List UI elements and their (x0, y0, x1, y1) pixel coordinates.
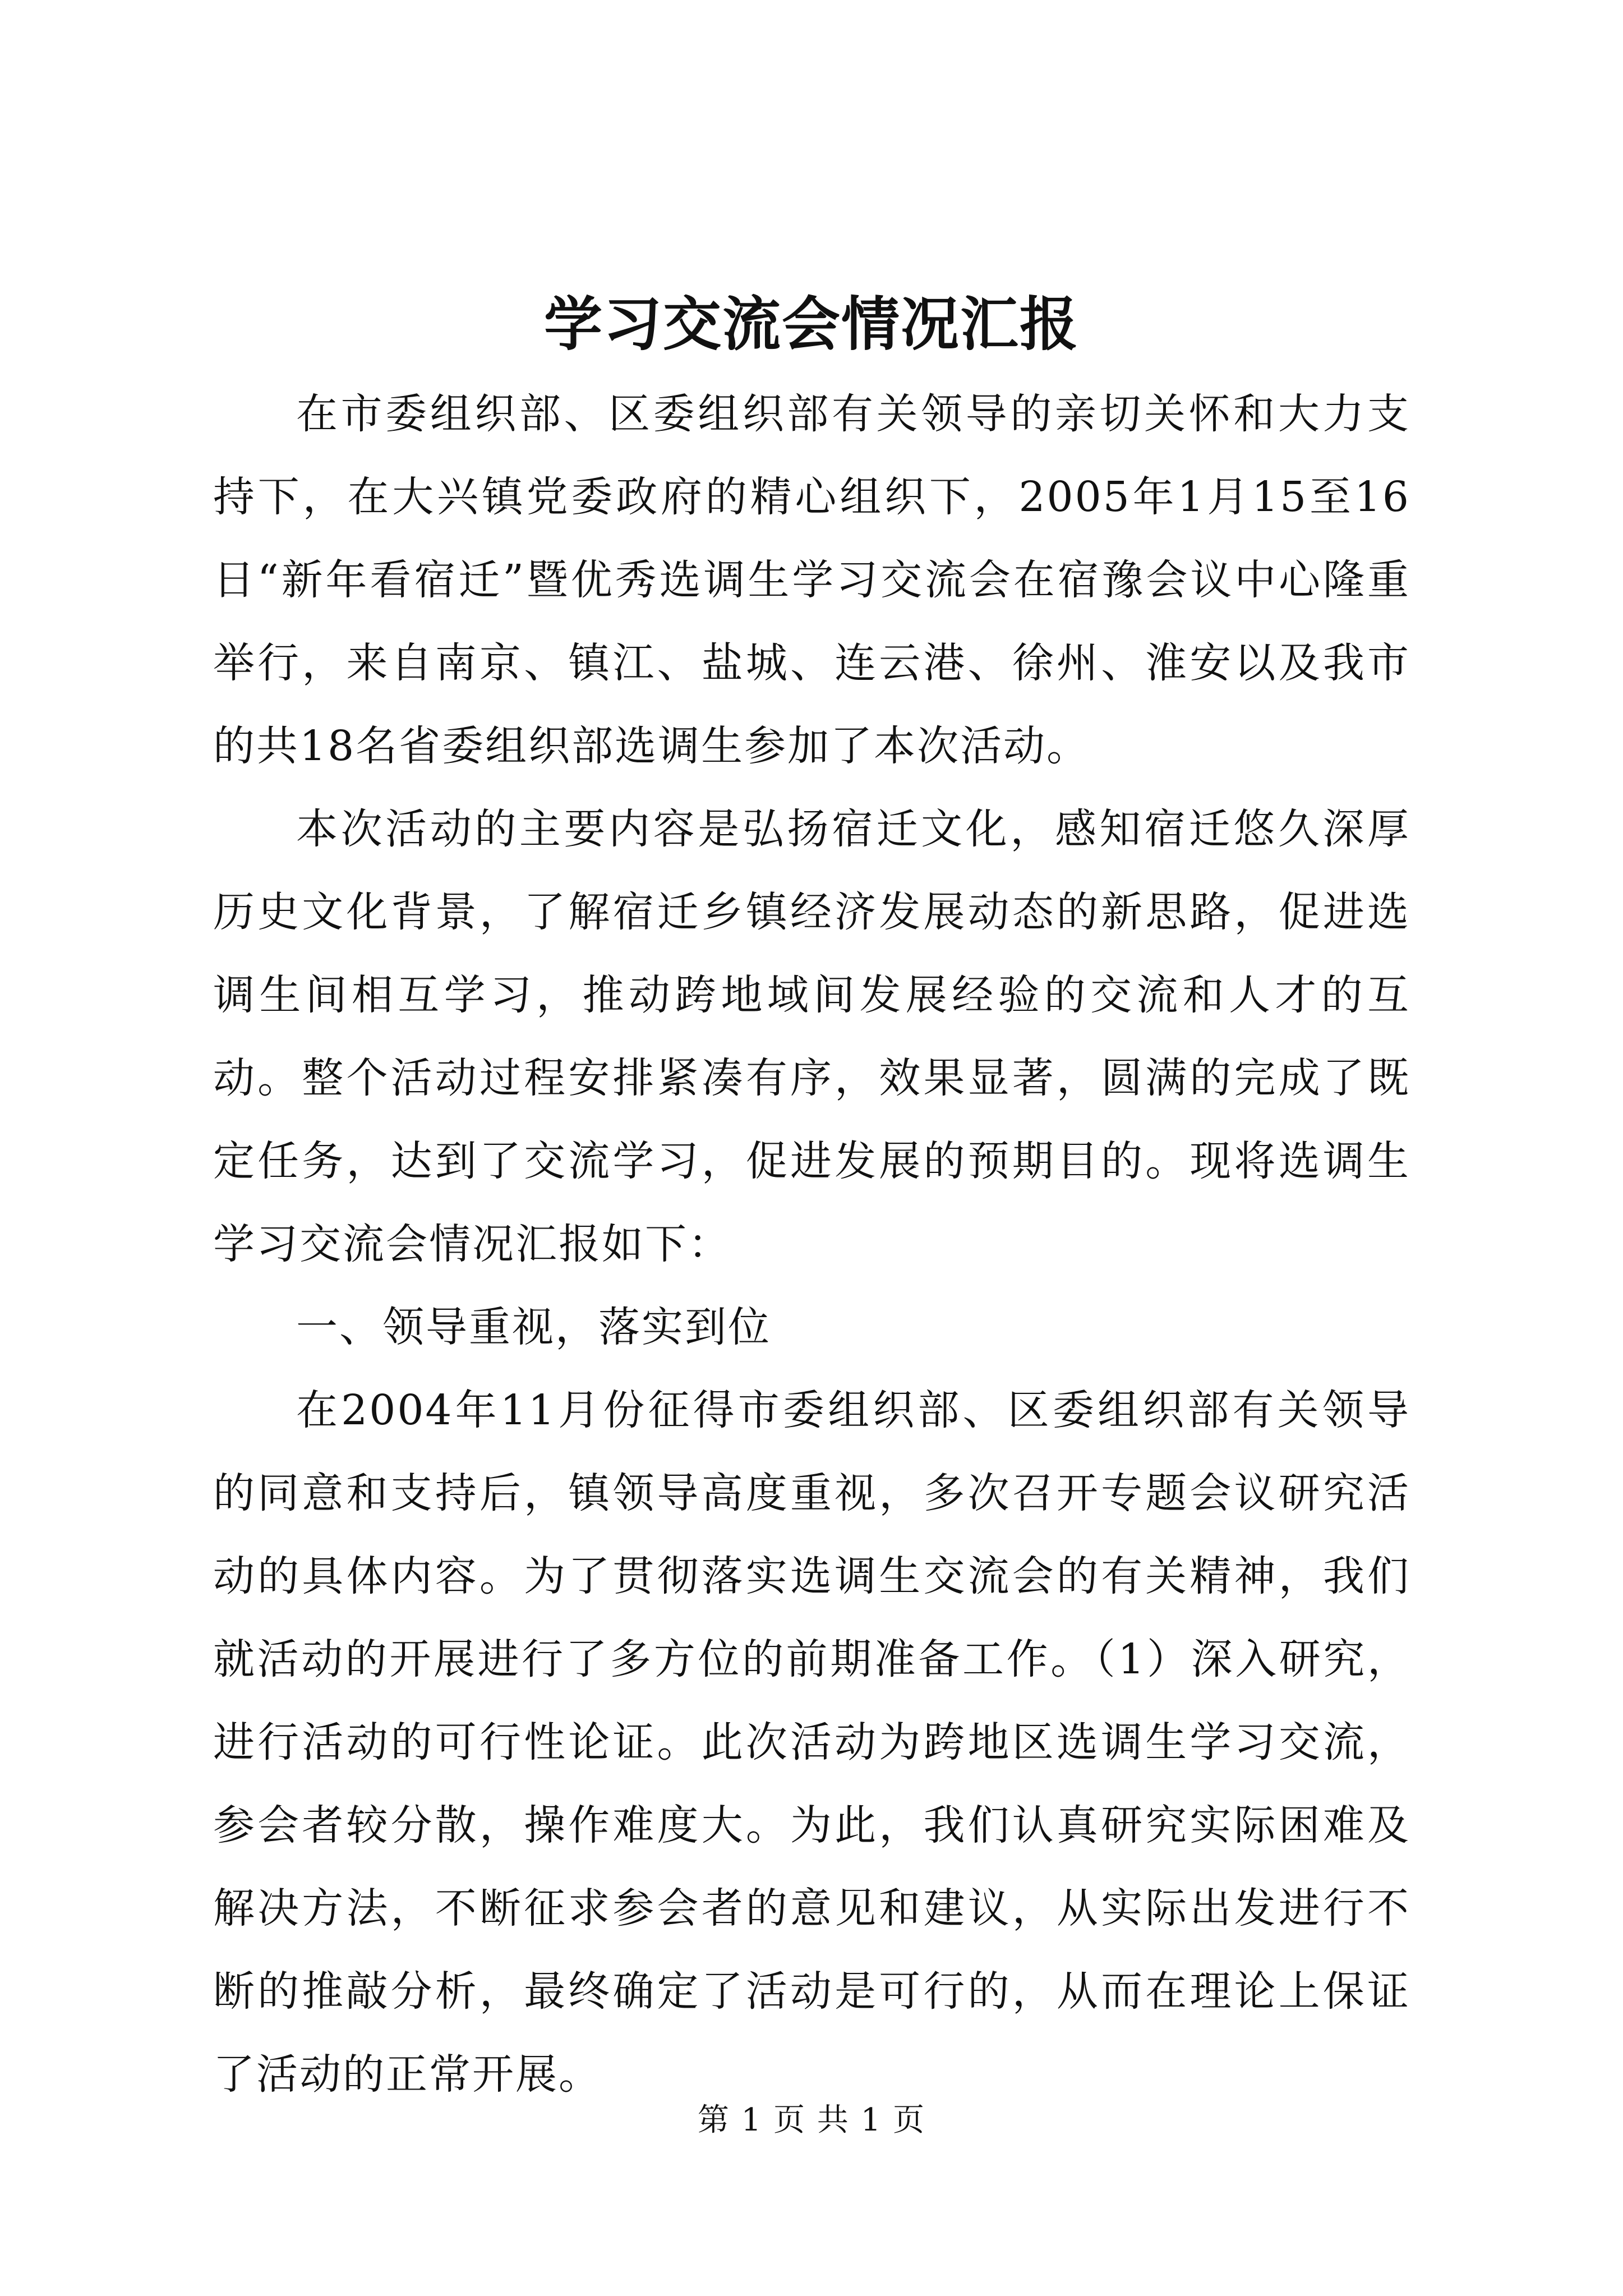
document-title: 学习交流会情况汇报 (543, 289, 1079, 358)
section-heading-1: 一、领导重视，落实到位 (296, 1303, 771, 1351)
paragraph-section-1: 在2004年11月份征得市委组织部、区委组织部有关领导的同意和支持后，镇领导高度重视，多次召开专题会议研究活动的具体内容。为了贯彻落实选调生交流会的有关精神，我们就活动的开展进行了多方位的前期准备工作。（1）深入研究，进行活动的可行性论证。此次活动为跨地区选调生学习交流，参会者较分散，操作难度大。为此，我们认真研究实际困难及解决方法，不断征求参会者的意见和建议，从实际出发进行不断的推敲分析，最终确定了活动是可行的，从而在理论上保证了活动的正常开展。 (213, 1386, 1410, 2099)
paragraph-intro: 在市委组织部、区委组织部有关领导的亲切关怀和大力支持下，在大兴镇党委政府的精心组织下，2005年1月15至16日“新年看宿迁”暨优秀选调生学习交流会在宿豫会议中心隆重举行，来自南京、镇江、盐城、连云港、徐州、淮安以及我市的共18名省委组织部选调生参加了本次活动。 (213, 390, 1410, 770)
paragraph-summary: 本次活动的主要内容是弘扬宿迁文化，感知宿迁悠久深厚历史文化背景，了解宿迁乡镇经济发展动态的新思路，促进选调生间相互学习，推动跨地域间发展经验的交流和人才的互动。整个活动过程安排紧凑有序，效果显著，圆满的完成了既定任务，达到了交流学习，促进发展的预期目的。现将选调生学习交流会情况汇报如下： (213, 805, 1410, 1268)
page-footer: 第 1 页 共 1 页 (697, 2102, 926, 2138)
document-body (213, 372, 1410, 2116)
